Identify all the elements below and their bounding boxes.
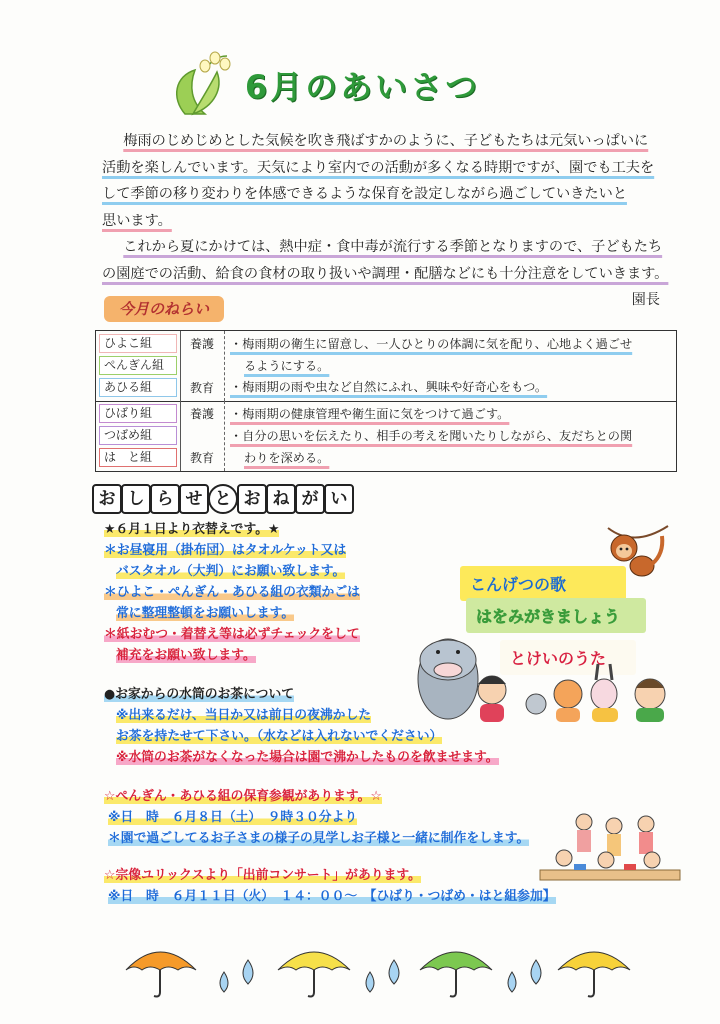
care-label: 養護 — [189, 337, 214, 351]
notice-item: ☆ぺんぎん・あひる組の保育参観があります。☆ — [104, 789, 382, 804]
greeting-p1-line1: 梅雨のじめじめとした気候を吹き飛ばすかのように、子どもたちは元気いっぱいに — [123, 133, 649, 149]
class-list — [96, 331, 181, 401]
title-char: と — [208, 484, 238, 514]
children-brushing-teeth-illustration — [408, 624, 678, 726]
song-title: はをみがきましょう — [466, 598, 646, 633]
notices-heading — [92, 484, 353, 514]
care-aim — [230, 333, 670, 377]
greeting-text — [102, 128, 682, 314]
umbrella-icon — [420, 952, 492, 997]
aim-line: ・梅雨期の雨や虫など自然にふれ、興味や好奇心をもつ。 — [230, 380, 548, 394]
class-label: あひる組 — [99, 378, 177, 397]
notice-item: ※日 時 ６月１１日（火） １４：００～ 【ひばり・つばめ・はと組参加】 — [108, 889, 556, 904]
greeting-p2-line1: これから夏にかけては、熱中症・食中毒が流行する季節となりますので、子どもたち — [123, 239, 663, 255]
notice-item: ＊紙おむつ・着替え等は必ずチェックをして — [104, 627, 360, 642]
education-label: 教育 — [189, 451, 214, 465]
aims-table — [95, 330, 677, 472]
title-char: し — [121, 484, 151, 514]
education-aim — [230, 425, 670, 469]
title-char: ね — [266, 484, 296, 514]
care-aim — [230, 403, 670, 425]
umbrella-icon — [126, 952, 196, 997]
umbrella-icon — [558, 952, 630, 997]
aims-group-2 — [96, 401, 676, 471]
notice-item: ☆宗像ユリックスより「出前コンサート」があります。 — [104, 868, 421, 883]
umbrella-raindrop-border — [120, 940, 640, 1004]
class-label: ひばり組 — [99, 404, 177, 423]
aim-line: わりを深める。 — [244, 451, 330, 465]
monkey-illustration — [604, 524, 676, 588]
song-title: とけいのうた — [500, 640, 636, 675]
notice-item: ＊ひよこ・ぺんぎん・あひる組の衣類かごは — [104, 585, 360, 600]
notice-item: ※出来るだけ、当日か又は前日の夜沸かした — [116, 708, 372, 723]
title-char: が — [295, 484, 325, 514]
greeting-p1-line2: 活動を楽しんでいます。天気により室内での活動が多くなる時期ですが、園でも工夫を — [102, 159, 655, 176]
greeting-line — [102, 128, 682, 155]
greeting-p2-line2: の園庭での活動、給食の食材の取り扱いや調理・配膳などにも十分注意をしていきます。 — [102, 265, 669, 282]
aims-group-1 — [96, 331, 676, 402]
notice-item: ※日 時 ６月８日（土） ９時３０分より — [108, 810, 358, 825]
aim-line: るようにする。 — [244, 359, 330, 373]
title-char: い — [324, 484, 354, 514]
notice-item: ※水筒のお茶がなくなった場合は園で沸かしたものを飲ませます。 — [116, 750, 499, 765]
title-char: ら — [150, 484, 180, 514]
notice-item: バスタオル（大判）にお願い致します。 — [116, 564, 346, 579]
class-label: ひよこ組 — [99, 334, 177, 353]
notice-item: ★６月１日より衣替えです。★ — [104, 522, 280, 537]
aim-line: ・梅雨期の健康管理や衛生面に気をつけて過ごす。 — [230, 407, 510, 421]
notice-item: 常に整理整頓をお願いします。 — [116, 606, 295, 621]
aim-line: ・自分の思いを伝えたり、相手の考えを聞いたりしながら、友だちとの関 — [230, 429, 633, 443]
signature: 園長 — [631, 292, 660, 308]
class-list — [96, 401, 181, 471]
page-title: 6月のあいさつ — [245, 68, 481, 106]
class-label: つばめ組 — [99, 426, 177, 445]
education-label: 教育 — [189, 381, 214, 395]
song-of-month-label: こんげつの歌 — [460, 566, 626, 601]
care-label: 養護 — [189, 407, 214, 421]
lily-of-the-valley-icon — [165, 48, 237, 120]
notice-item: ＊お昼寝用（掛布団）はタオルケット又は — [104, 543, 347, 558]
greeting-p1-line3: して季節の移り変わりを体感できるような保育を設定しながら過ごしていきたいと — [102, 186, 627, 202]
title-char: せ — [179, 484, 209, 514]
umbrella-icon — [278, 952, 350, 997]
parent-child-crafting-illustration — [534, 806, 684, 898]
notice-item: ●お家からの水筒のお茶について — [104, 687, 295, 702]
class-label: ぺんぎん組 — [99, 356, 177, 375]
notice-item: ＊園で過ごしてるお子さまの様子の見学しお子様と一緒に制作をします。 — [108, 831, 530, 846]
class-label: は と組 — [99, 448, 177, 467]
aims-heading: 今月のねらい — [104, 296, 224, 322]
notice-item: お茶を持たせて下さい。（水などは入れないでください） — [116, 729, 443, 744]
notice-item: 補充をお願い致します。 — [116, 648, 256, 663]
greeting-p1-line4: 思います。 — [102, 212, 172, 229]
title-char: お — [237, 484, 267, 514]
title-char: お — [92, 484, 122, 514]
education-aim — [230, 376, 670, 398]
aim-line: ・梅雨期の衛生に留意し、一人ひとりの体調に気を配り、心地よく過ごせ — [230, 337, 633, 351]
